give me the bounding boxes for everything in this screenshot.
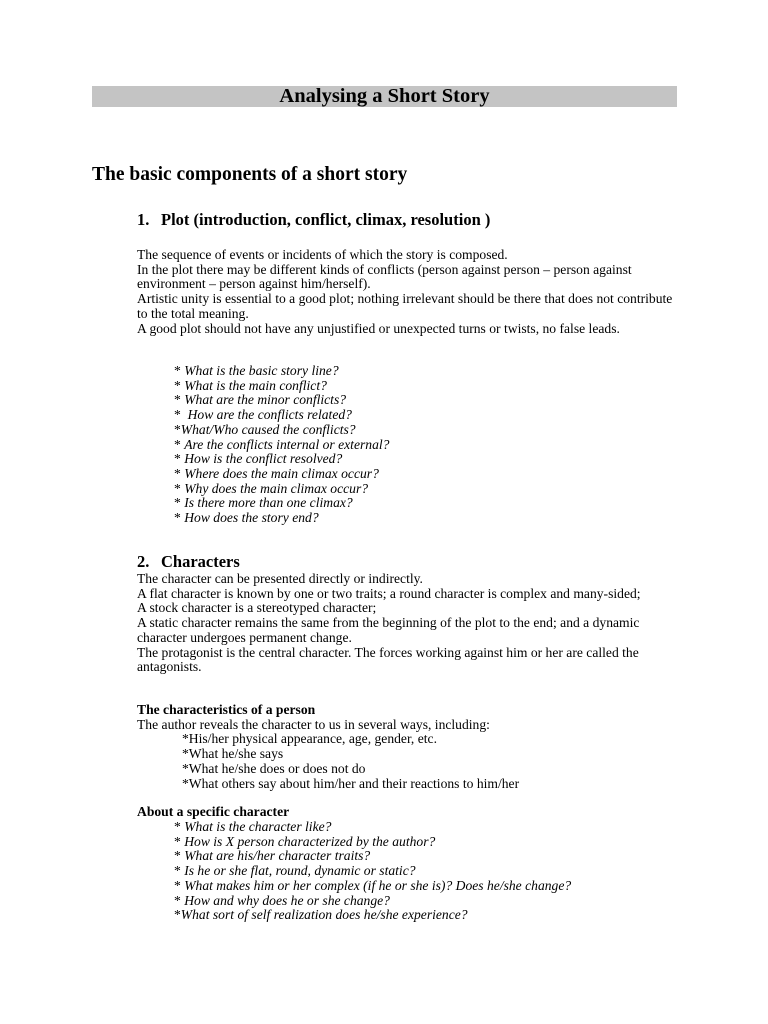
list-item [174, 820, 677, 835]
question-text: Is there more than one climax? [184, 495, 353, 511]
list-item [174, 849, 677, 864]
question-text: What/Who caused the conflicts? [180, 421, 356, 437]
bullet-prefix: * [174, 392, 185, 408]
plot-description [137, 248, 677, 336]
question-text: Is he or she flat, round, dynamic or static? [184, 863, 416, 879]
bullet-prefix: * [174, 407, 188, 423]
question-text: What are the minor conflicts? [184, 392, 347, 408]
characters-paragraph: A static character remains the same from the beginning of the plot to the end; and a dynamic character undergoes permanent change. [137, 615, 640, 645]
specific-character-label: About a specific character [137, 804, 290, 819]
bullet-prefix: * [174, 863, 185, 879]
characters-heading-text: Characters [161, 552, 240, 571]
list-item [174, 438, 677, 453]
list-item: *What he/she does or does not do [182, 760, 366, 776]
list-item [174, 864, 677, 879]
bullet-prefix: * [174, 510, 185, 526]
main-heading: The basic components of a short story [92, 164, 408, 185]
plot-questions [174, 364, 677, 526]
list-item [174, 908, 677, 923]
specific-character-questions [174, 820, 677, 923]
bullet-prefix: * [174, 907, 181, 923]
list-item [174, 423, 677, 438]
title-bar [92, 86, 677, 107]
question-text: What sort of self realization does he/she experience? [180, 907, 468, 923]
plot-paragraph: In the plot there may be different kinds of conflicts (person against person – person against environment – person against him/herself). [137, 261, 632, 292]
list-item: *His/her physical appearance, age, gender, etc. [182, 731, 437, 747]
list-item [174, 408, 677, 423]
plot-paragraph: A good plot should not have any unjustified or unexpected turns or twists, no false leads. [137, 320, 620, 336]
question-text: How is X person characterized by the author? [184, 833, 436, 849]
plot-paragraph: The sequence of events or incidents of which the story is composed. [137, 247, 508, 262]
list-item: *What he/she says [182, 746, 284, 762]
question-text: What are his/her character traits? [184, 848, 371, 864]
question-text: Why does the main climax occur? [184, 480, 369, 496]
list-item [174, 364, 677, 379]
characters-number: 2. [137, 552, 150, 571]
bullet-prefix: * [174, 363, 185, 378]
bullet-prefix: * [174, 819, 185, 834]
list-item [174, 511, 677, 526]
bullet-prefix: * [174, 892, 185, 908]
bullet-prefix: * [174, 377, 185, 393]
question-text: What makes him or her complex (if he or she is)? Does he/she change? [184, 877, 572, 893]
specific-character-label-block [137, 805, 677, 820]
plot-heading-text: Plot (introduction, conflict, climax, resolution ) [161, 210, 491, 229]
plot-paragraph: Artistic unity is essential to a good plot; nothing irrelevant should be there that does not contribute to the total meaning. [137, 291, 673, 321]
question-text: How is the conflict resolved? [184, 451, 343, 467]
person-characteristics [137, 703, 677, 791]
bullet-prefix: * [174, 495, 185, 511]
bullet-prefix: * [174, 833, 185, 849]
question-text: How and why does he or she change? [184, 892, 390, 908]
document-title: Analysing a Short Story [279, 85, 490, 107]
list-item [174, 496, 677, 511]
person-intro: The author reveals the character to us in several ways, including: [137, 716, 490, 732]
bullet-prefix: * [174, 848, 185, 864]
list-item [174, 467, 677, 482]
list-item: *What others say about him/her and their reactions to him/her [182, 775, 520, 791]
characters-paragraph: A stock character is a stereotyped character; [137, 600, 377, 616]
list-item [174, 452, 677, 467]
bullet-prefix: * [174, 451, 185, 467]
list-item [174, 894, 677, 909]
question-text: What is the basic story line? [184, 363, 339, 378]
person-label: The characteristics of a person [137, 702, 316, 717]
characters-heading [137, 552, 240, 572]
question-text: How does the story end? [184, 510, 319, 526]
question-text: Where does the main climax occur? [184, 465, 379, 481]
person-traits-list [137, 732, 677, 791]
question-text: What is the main conflict? [184, 377, 327, 393]
characters-paragraph: The protagonist is the central character. The forces working against him or her are called the antagonists. [137, 644, 639, 675]
plot-number: 1. [137, 210, 150, 229]
list-item [174, 879, 677, 894]
question-text: Are the conflicts internal or external? [184, 436, 390, 452]
bullet-prefix: * [174, 436, 185, 452]
list-item [174, 379, 677, 394]
list-item [174, 482, 677, 497]
question-text: How are the conflicts related? [187, 407, 352, 423]
characters-paragraph: A flat character is known by one or two traits; a round character is complex and many-sided; [137, 585, 641, 601]
bullet-prefix: * [174, 480, 185, 496]
bullet-prefix: * [174, 421, 181, 437]
question-text: What is the character like? [184, 819, 332, 834]
plot-heading [137, 210, 490, 230]
characters-description [137, 572, 677, 675]
bullet-prefix: * [174, 877, 185, 893]
list-item [174, 835, 677, 850]
list-item [174, 393, 677, 408]
characters-paragraph: The character can be presented directly or indirectly. [137, 571, 423, 586]
bullet-prefix: * [174, 465, 185, 481]
